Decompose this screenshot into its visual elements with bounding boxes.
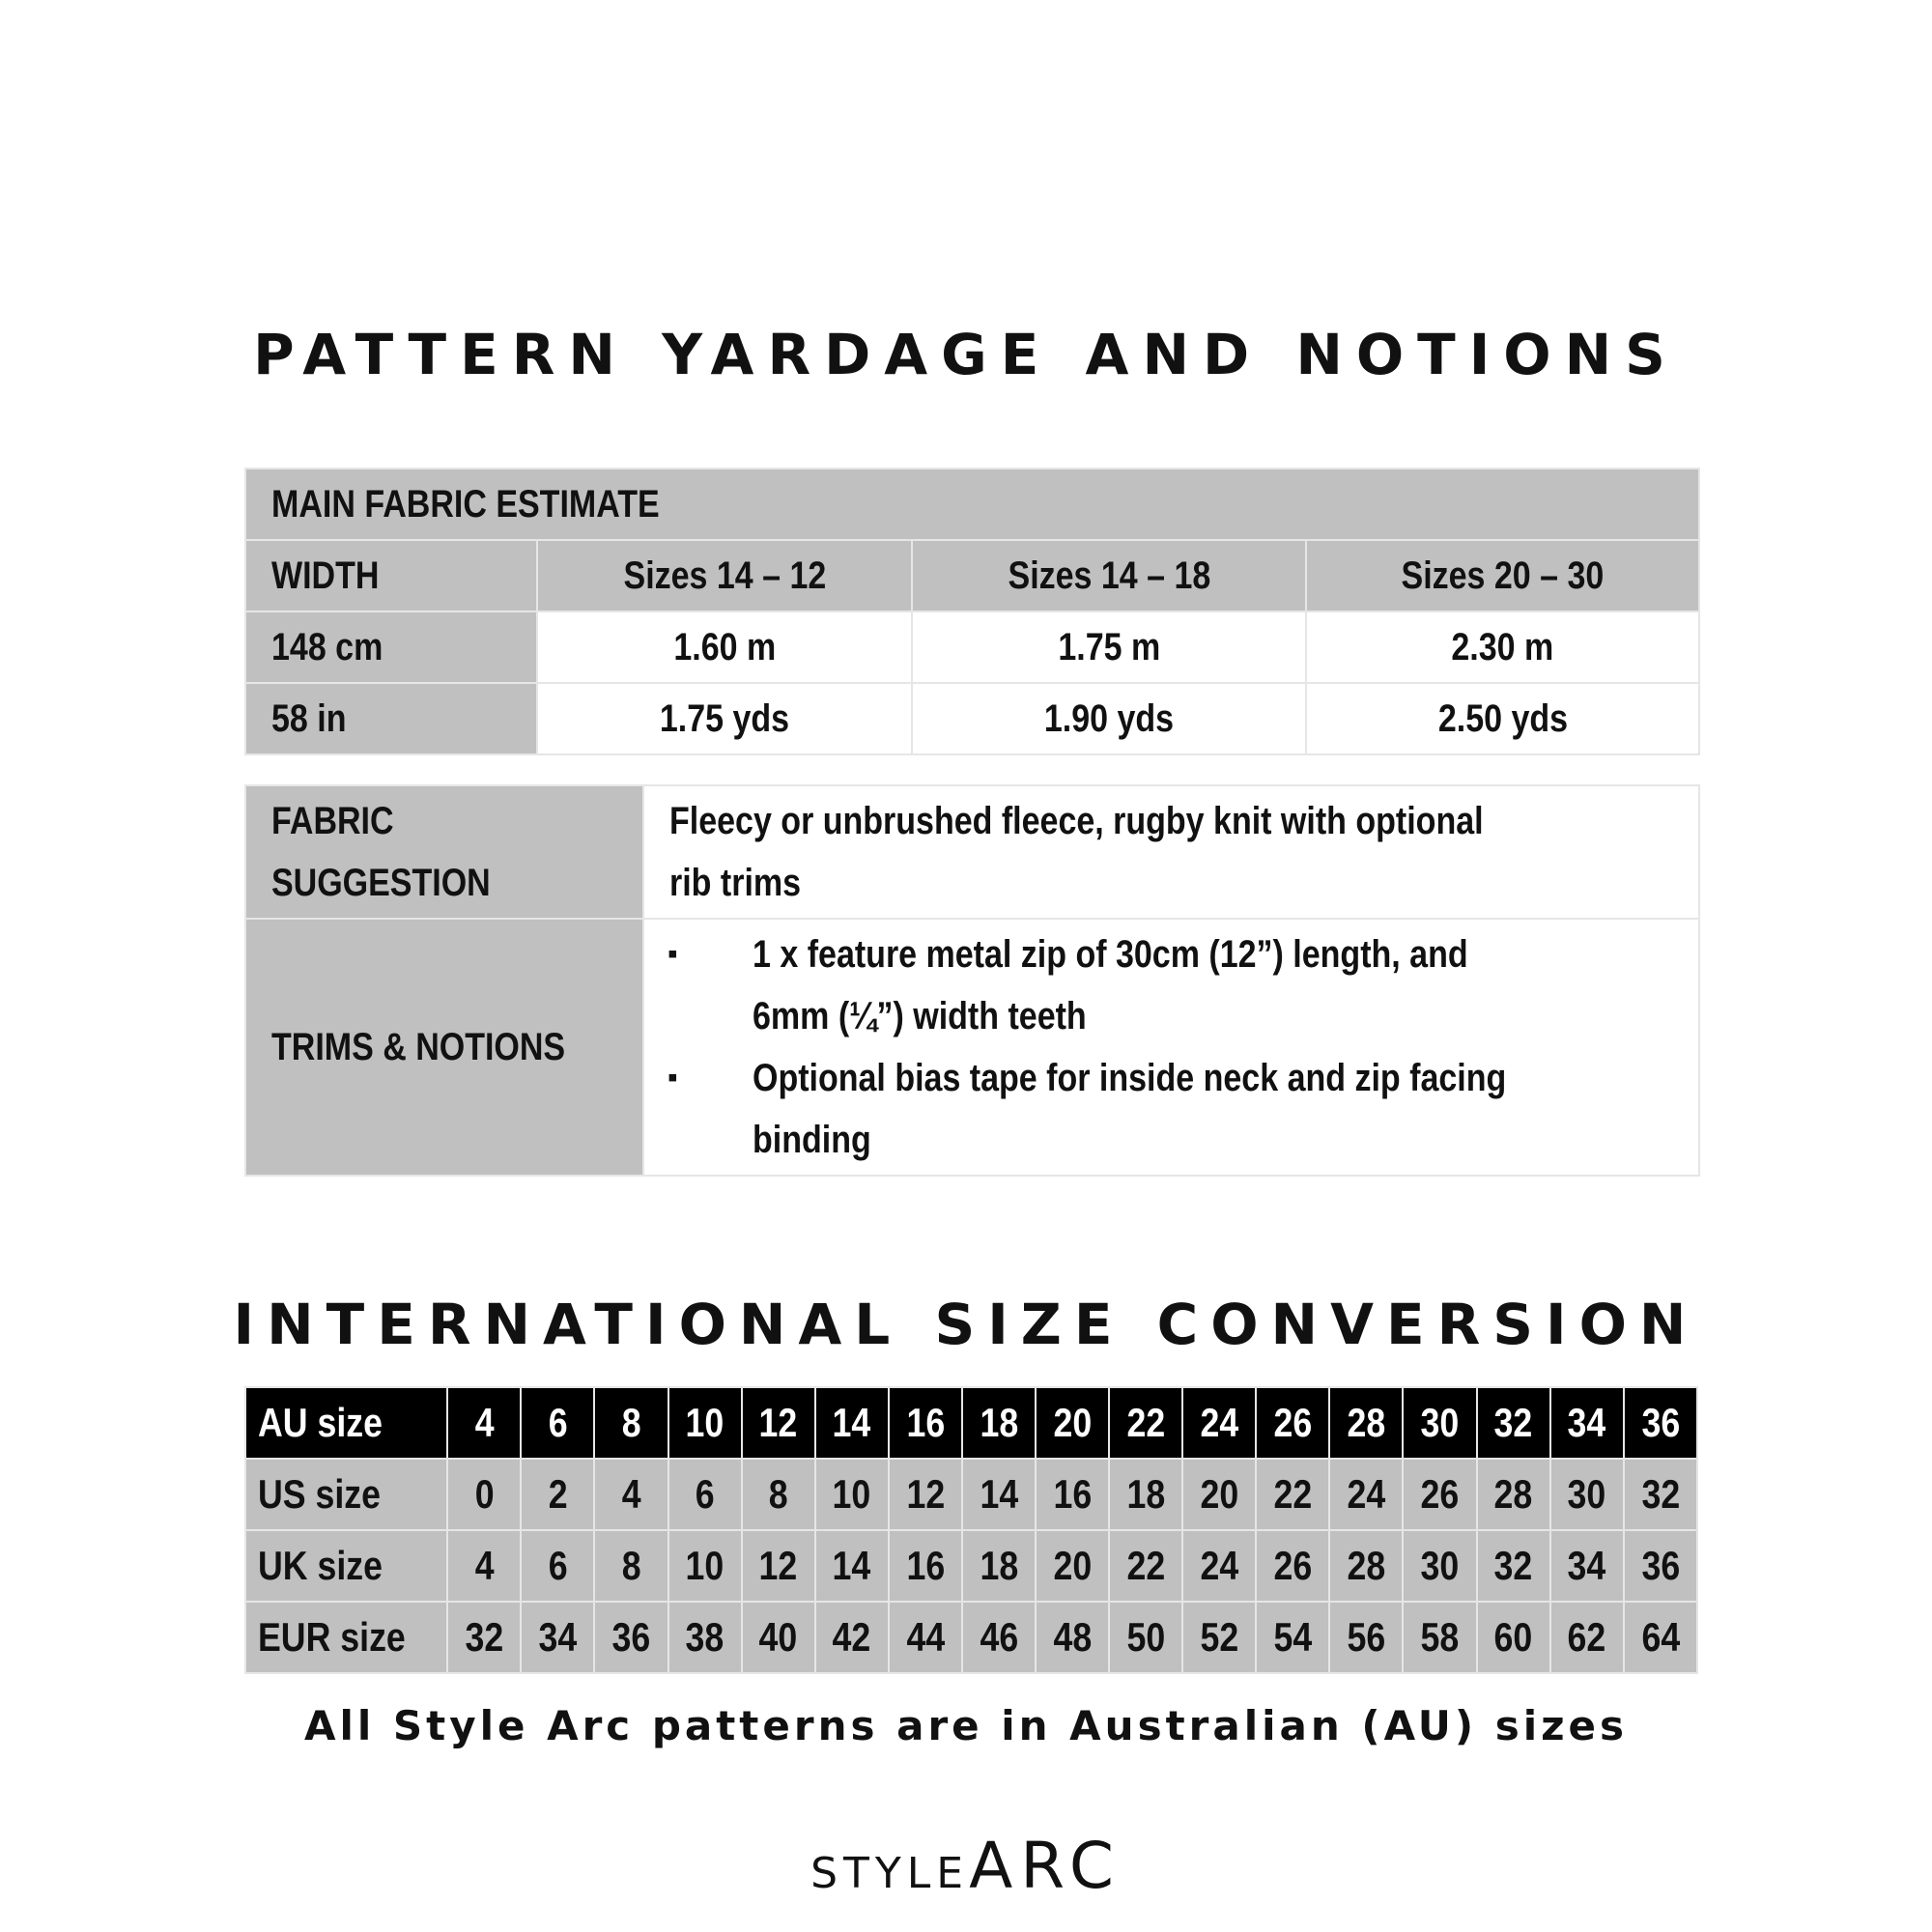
size-value: 30 [1420,1543,1460,1588]
size-cell [815,1602,889,1673]
trim-line: binding [753,1119,871,1161]
size-value: 54 [1273,1614,1313,1660]
size-cell [889,1530,962,1602]
size-row [245,1602,1697,1673]
size-cell [1329,1387,1403,1459]
value-cell [1306,611,1699,683]
size-value: 12 [758,1543,798,1588]
size-value: 28 [1347,1543,1386,1588]
size-cell [889,1387,962,1459]
size-value: 36 [611,1614,651,1660]
size-row [245,1459,1697,1530]
fabric-suggestion-label [245,785,643,919]
size-cell [668,1602,742,1673]
size-value: 32 [465,1614,504,1660]
value-cell [537,611,912,683]
size-value: 28 [1347,1400,1386,1445]
size-value: 18 [980,1543,1018,1588]
size-cell [1182,1459,1256,1530]
size-cell [1036,1459,1109,1530]
size-cell [815,1459,889,1530]
size-cell [594,1459,668,1530]
fabric-estimate-table [244,468,1700,755]
value-cell [1306,683,1699,754]
trims-list [643,919,1699,1176]
size-cell [1329,1602,1403,1673]
size-cell [1624,1387,1697,1459]
size-value: 48 [1053,1614,1092,1660]
logo-word-style: STYLE [810,1849,970,1898]
size-cell [1256,1459,1329,1530]
size-value: 10 [685,1543,724,1588]
size-value: 22 [1273,1471,1313,1517]
size-cell [1477,1459,1550,1530]
estimate-header-cell [245,469,1699,540]
size-cell [1182,1387,1256,1459]
trim-line: 6mm (¼”) width teeth [753,995,1087,1037]
size-cell [1256,1387,1329,1459]
size-value: 56 [1347,1614,1386,1660]
size-value: 40 [758,1614,798,1660]
size-cell [1109,1530,1182,1602]
bullet-icon: ▪ [668,1062,678,1094]
size-row [245,1387,1697,1459]
size-cell [447,1459,521,1530]
size-cell [1109,1387,1182,1459]
row-label-text: 58 in [271,696,347,740]
size-cell [1036,1602,1109,1673]
value-text: 1.75 m [1058,625,1160,668]
column-header-sizes-a [537,540,912,611]
size-cell [1550,1602,1624,1673]
column-header-sizes-b [912,540,1306,611]
size-value: 30 [1567,1471,1606,1517]
column-header-width [245,540,537,611]
size-value: 30 [1420,1400,1460,1445]
logo-word-arc: ARC [969,1829,1122,1903]
estimate-header-text: MAIN FABRIC ESTIMATE [271,482,660,526]
size-cell [1403,1530,1476,1602]
size-value: 58 [1420,1614,1460,1660]
size-value: 26 [1273,1400,1313,1445]
size-cell [1329,1530,1403,1602]
size-cell [962,1602,1036,1673]
size-conversion-table [244,1386,1698,1674]
value-text: 1.90 yds [1043,696,1175,740]
size-cell [521,1530,594,1602]
fabric-suggestion-row [245,785,1699,919]
row-label-text: 148 cm [271,625,384,668]
size-value: 22 [1126,1400,1166,1445]
size-value: 24 [1200,1400,1239,1445]
size-value: 10 [832,1471,871,1517]
size-cell [594,1602,668,1673]
size-value: 14 [832,1543,871,1588]
size-value: 34 [538,1614,578,1660]
size-row-label [245,1387,447,1459]
size-cell [1109,1459,1182,1530]
trim-line: Optional bias tape for inside neck and zip facing [753,1057,1507,1099]
size-value: 32 [1493,1400,1533,1445]
size-value: 36 [1641,1543,1680,1588]
size-cell [889,1459,962,1530]
value-cell [912,683,1306,754]
size-value: 14 [980,1471,1018,1517]
size-value: 28 [1493,1471,1533,1517]
size-value: 20 [1053,1400,1092,1445]
size-value: 6 [548,1543,568,1588]
size-value: 22 [1126,1543,1166,1588]
size-value: 4 [621,1471,641,1517]
size-cell [1624,1602,1697,1673]
size-cell [742,1602,815,1673]
suggestion-line: Fleecy or unbrushed fleece, rugby knit with optional [669,800,1484,842]
size-row-label-text: AU size [258,1400,383,1445]
size-row-label [245,1602,447,1673]
size-value: 34 [1567,1543,1606,1588]
size-value: 4 [474,1400,495,1445]
fabric-suggestion-text [643,785,1699,919]
size-value: 16 [906,1400,945,1445]
size-cell [1036,1530,1109,1602]
size-value: 18 [980,1400,1018,1445]
estimate-columns-row [245,540,1699,611]
conversion-title: INTERNATIONAL SIZE CONVERSION [233,1292,1699,1357]
size-value: 8 [621,1543,641,1588]
size-cell [1550,1530,1624,1602]
size-value: 12 [906,1471,945,1517]
size-cell [1550,1459,1624,1530]
value-text: 1.60 m [673,625,776,668]
size-row-label-text: EUR size [258,1614,406,1660]
bullet-icon: ▪ [668,938,678,970]
notions-table [244,784,1700,1177]
size-value: 64 [1641,1614,1680,1660]
column-header-text: Sizes 14 – 18 [1008,554,1210,597]
size-cell [962,1459,1036,1530]
size-cell [1036,1387,1109,1459]
size-cell [1403,1387,1476,1459]
size-cell [1403,1602,1476,1673]
column-header-text: Sizes 20 – 30 [1401,554,1605,597]
size-row-label [245,1530,447,1602]
value-cell [537,683,912,754]
size-value: 6 [695,1471,715,1517]
size-cell [668,1459,742,1530]
size-cell [742,1387,815,1459]
size-cell [1624,1459,1697,1530]
size-value: 0 [474,1471,495,1517]
value-text: 2.50 yds [1437,696,1568,740]
size-value: 16 [906,1543,945,1588]
column-header-text: Sizes 14 – 12 [623,554,826,597]
size-cell [742,1459,815,1530]
size-cell [594,1387,668,1459]
size-value: 24 [1200,1543,1239,1588]
size-cell [1624,1530,1697,1602]
trim-line: 1 x feature metal zip of 30cm (12”) length, and [753,933,1468,976]
sizes-footnote: All Style Arc patterns are in Australian (AU) sizes [303,1702,1629,1749]
size-value: 26 [1420,1471,1460,1517]
size-cell [447,1387,521,1459]
size-value: 20 [1053,1543,1092,1588]
size-cell [521,1387,594,1459]
size-cell [521,1459,594,1530]
size-cell [1256,1530,1329,1602]
size-value: 62 [1567,1614,1606,1660]
style-arc-logo [0,1829,1932,1903]
size-value: 16 [1053,1471,1092,1517]
suggestion-line: rib trims [669,862,802,904]
size-cell [889,1602,962,1673]
size-cell [1477,1530,1550,1602]
trim-item [669,923,1673,1047]
size-value: 50 [1126,1614,1166,1660]
size-value: 32 [1641,1471,1680,1517]
label-line: SUGGESTION [271,862,491,904]
size-cell [447,1530,521,1602]
value-text: 2.30 m [1451,625,1554,668]
size-value: 24 [1347,1471,1386,1517]
size-cell [1329,1459,1403,1530]
size-value: 60 [1493,1614,1533,1660]
size-value: 26 [1273,1543,1313,1588]
size-value: 12 [758,1400,798,1445]
row-label [245,683,537,754]
size-cell [1109,1602,1182,1673]
size-cell [962,1530,1036,1602]
size-value: 10 [685,1400,724,1445]
size-cell [447,1602,521,1673]
size-cell [815,1387,889,1459]
size-value: 42 [832,1614,871,1660]
size-value: 34 [1567,1400,1606,1445]
size-row-label-text: US size [258,1471,381,1517]
trims-label [245,919,643,1176]
yardage-title: PATTERN YARDAGE AND NOTIONS [253,322,1679,387]
size-value: 20 [1200,1471,1239,1517]
label-line: TRIMS & NOTIONS [271,1026,566,1068]
size-cell [1477,1387,1550,1459]
size-value: 14 [832,1400,871,1445]
trim-item [669,1047,1673,1171]
size-value: 6 [548,1400,568,1445]
size-cell [1403,1459,1476,1530]
size-value: 36 [1641,1400,1680,1445]
estimate-row-cm [245,611,1699,683]
label-line: FABRIC [271,800,394,842]
column-header-sizes-c [1306,540,1699,611]
size-row [245,1530,1697,1602]
size-cell [594,1530,668,1602]
size-value: 18 [1126,1471,1166,1517]
size-cell [1182,1530,1256,1602]
size-value: 44 [906,1614,945,1660]
size-cell [962,1387,1036,1459]
size-value: 32 [1493,1543,1533,1588]
size-cell [742,1530,815,1602]
size-value: 46 [980,1614,1018,1660]
size-value: 52 [1200,1614,1239,1660]
estimate-row-in [245,683,1699,754]
size-cell [521,1602,594,1673]
row-label [245,611,537,683]
size-cell [668,1387,742,1459]
size-value: 38 [685,1614,724,1660]
size-value: 8 [621,1400,641,1445]
trims-row [245,919,1699,1176]
estimate-header-row [245,469,1699,540]
size-value: 4 [474,1543,495,1588]
size-cell [1256,1602,1329,1673]
size-cell [815,1530,889,1602]
size-row-label-text: UK size [258,1543,383,1588]
size-cell [668,1530,742,1602]
size-row-label [245,1459,447,1530]
column-header-text: WIDTH [271,554,380,597]
size-value: 8 [768,1471,788,1517]
size-cell [1182,1602,1256,1673]
size-cell [1550,1387,1624,1459]
value-cell [912,611,1306,683]
value-text: 1.75 yds [659,696,790,740]
size-cell [1477,1602,1550,1673]
size-value: 2 [548,1471,568,1517]
